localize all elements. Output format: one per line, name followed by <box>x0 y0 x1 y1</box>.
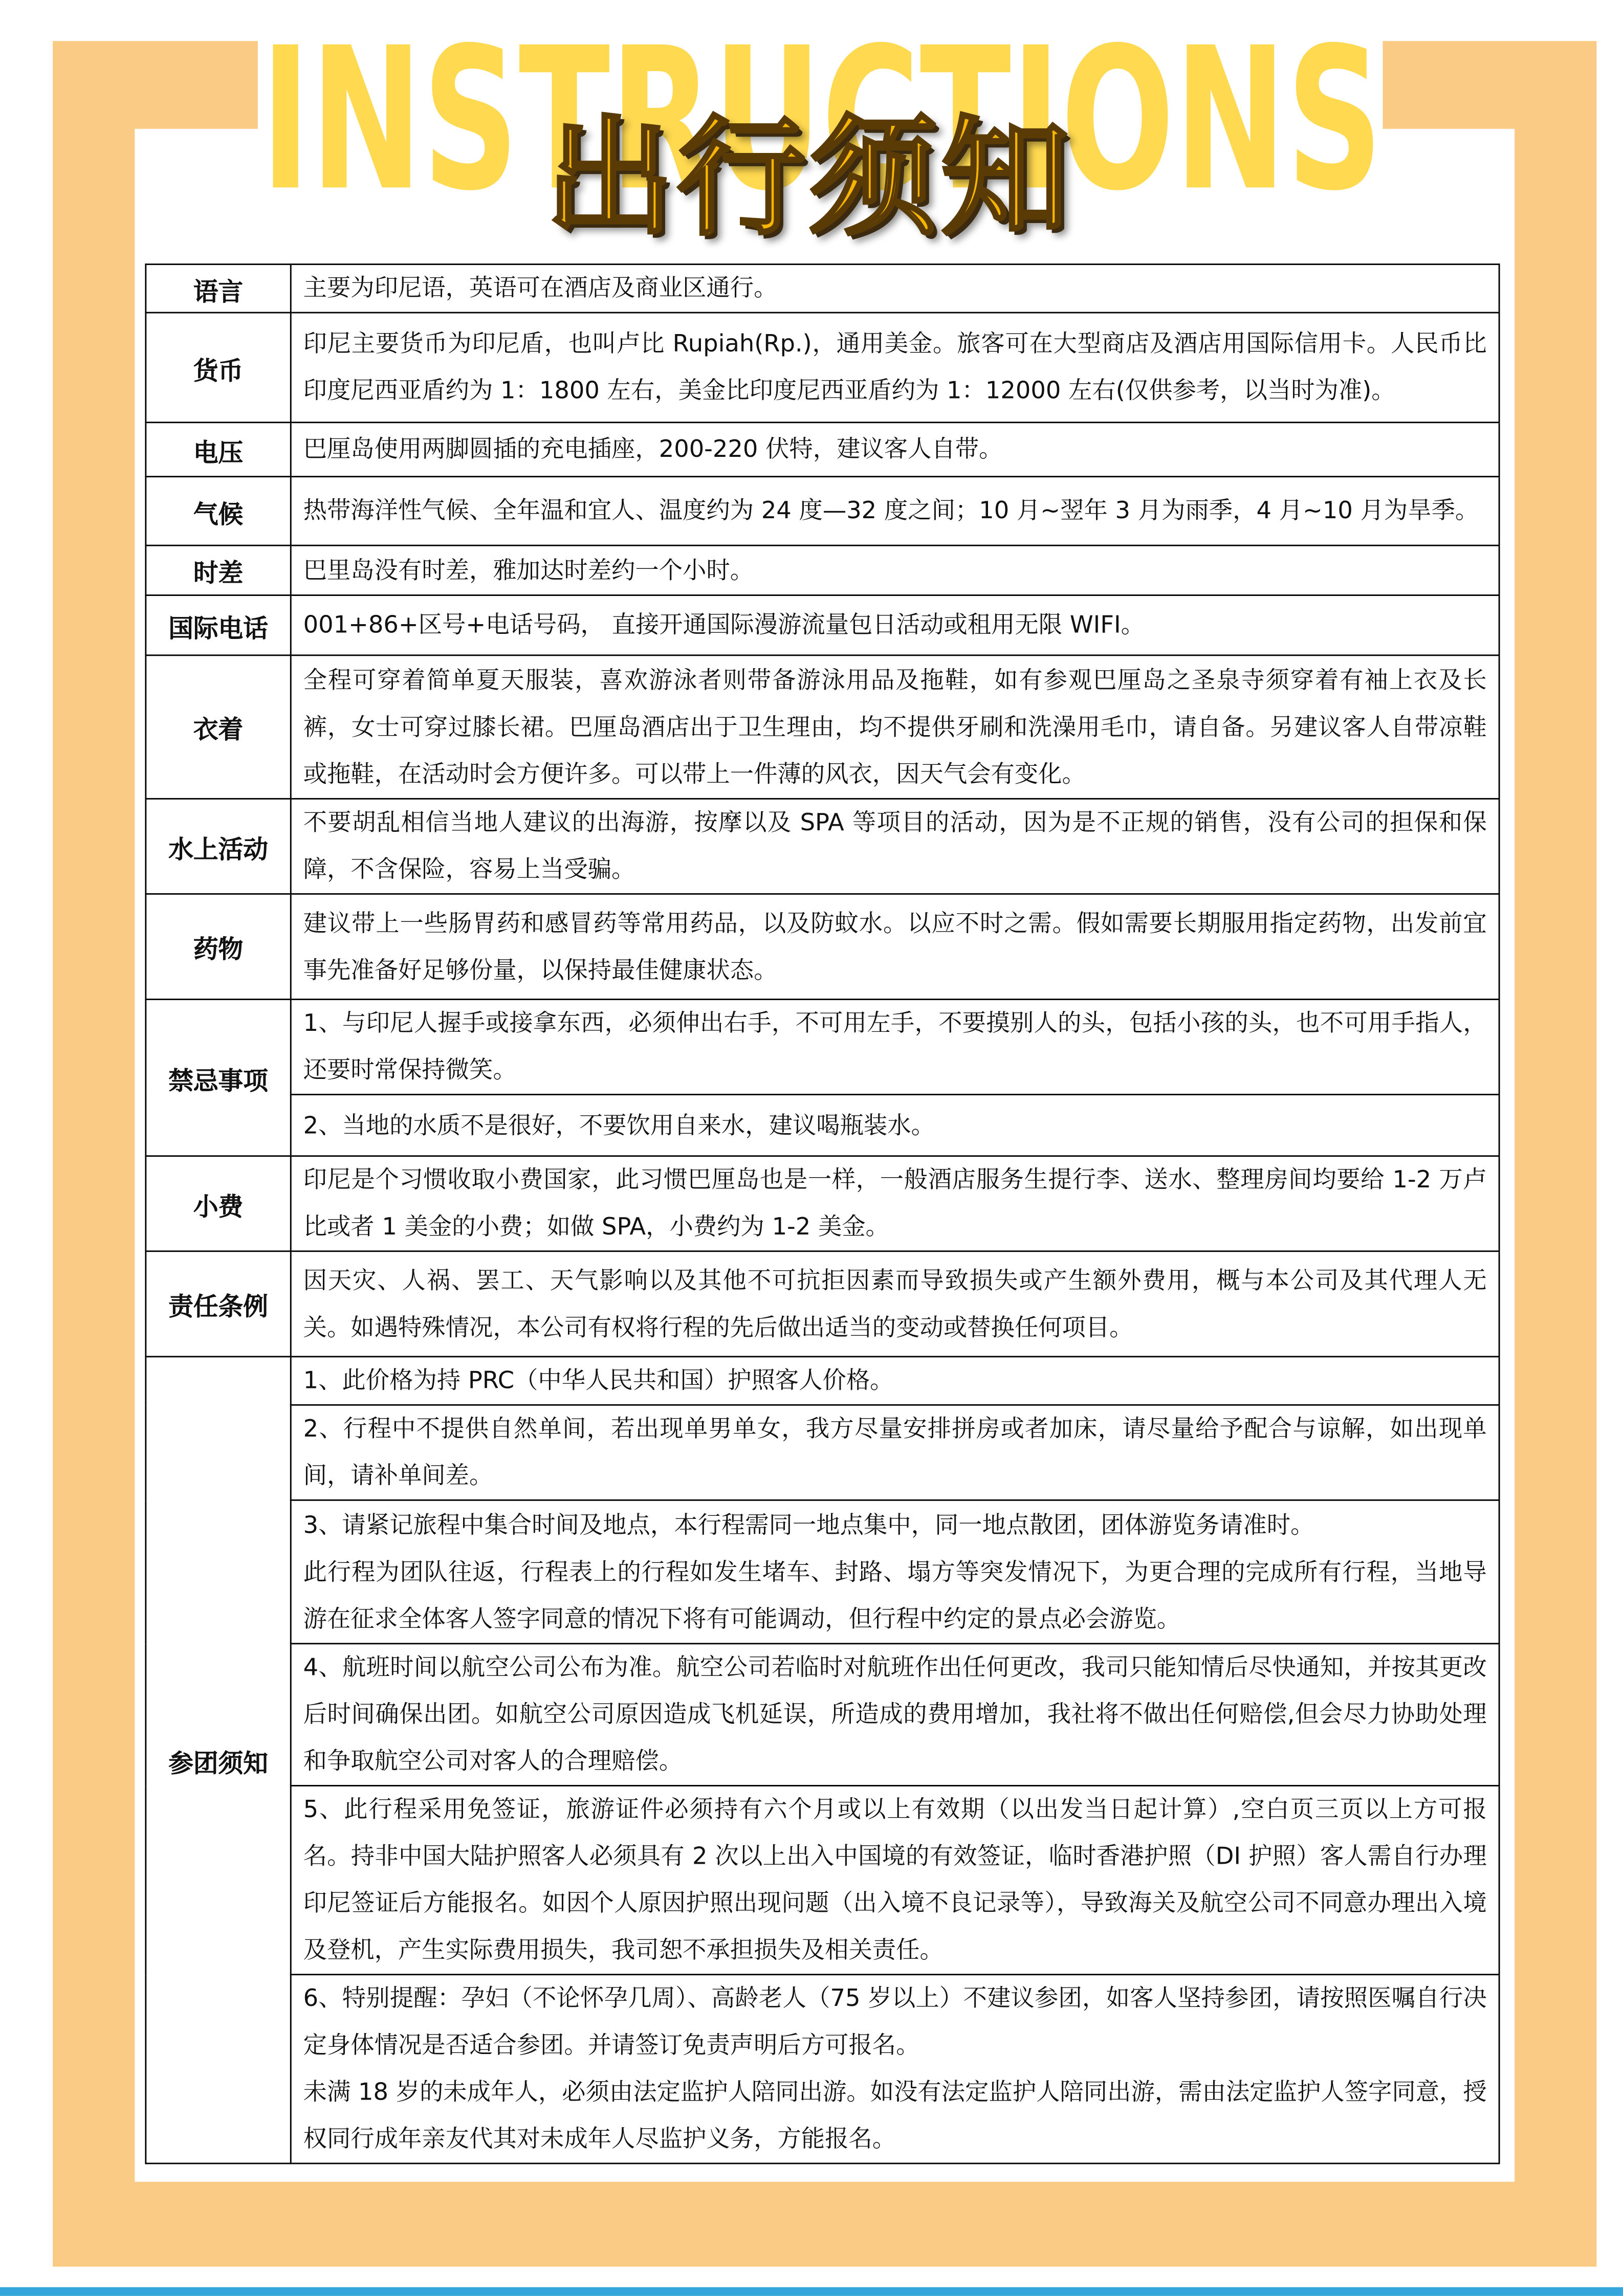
row-content: 热带海洋性气候、全年温和宜人、温度约为 24 度—32 度之间；10 月~翌年 3 月为雨季，4 月~10 月为旱季。 <box>291 477 1499 546</box>
row-label: 时差 <box>146 545 291 595</box>
row-clothing <box>146 655 1499 799</box>
row-content: 1、与印尼人握手或接拿东西，必须伸出右手，不可用左手，不要摸别人的头，包括小孩的头，也不可用手指人，还要时常保持微笑。 <box>291 999 1499 1094</box>
row-group-notes-3 <box>146 1500 1499 1643</box>
row-label: 货币 <box>146 313 291 423</box>
row-water-activities <box>146 799 1499 894</box>
row-group-notes-2 <box>146 1405 1499 1500</box>
row-content: 因天灾、人祸、罢工、天气影响以及其他不可抗拒因素而导致损失或产生额外费用，概与本公司及其代理人无关。如遇特殊情况，本公司有权将行程的先后做出适当的变动或替换任何项目。 <box>291 1251 1499 1357</box>
row-label: 参团须知 <box>146 1357 291 2163</box>
note-paragraph: 4、航班时间以航空公司公布为准。航空公司若临时对航班作出任何更改，我司只能知情后尽快通知，并按其更改后时间确保出团。如航空公司原因造成飞机延误，所造成的费用增加，我社将不做出任何赔偿,但会尽力协助处理和争取航空公司对客人的合理赔偿。 <box>303 1653 1487 1775</box>
title-english-text: INSTRUCTIONS <box>260 32 1383 208</box>
row-taboos-1 <box>146 999 1499 1094</box>
row-content: 不要胡乱相信当地人建议的出海游，按摩以及 SPA 等项目的活动，因为是不正规的销售，没有公司的担保和保障，不含保险，容易上当受骗。 <box>291 799 1499 894</box>
row-climate <box>146 477 1499 546</box>
instructions-table <box>145 263 1500 2164</box>
row-liability <box>146 1251 1499 1357</box>
row-content: 2、当地的水质不是很好，不要饮用自来水，建议喝瓶装水。 <box>291 1094 1499 1156</box>
row-international-call <box>146 595 1499 655</box>
note-paragraph: 1、此价格为持 PRC（中华人民共和国）护照客人价格。 <box>303 1366 894 1394</box>
bottom-accent-line <box>0 2287 1623 2296</box>
row-label: 小费 <box>146 1156 291 1251</box>
row-content: 001+86+区号+电话号码， 直接开通国际漫游流量包日活动或租用无限 WIFI。 <box>291 595 1499 655</box>
note-paragraph: 此行程为团队往返，行程表上的行程如发生堵车、封路、塌方等突发情况下，为更合理的完成所有行程，当地导游在征求全体客人签字同意的情况下将有可能调动，但行程中约定的景点必会游览。 <box>303 1557 1487 1632</box>
row-tips <box>146 1156 1499 1251</box>
title-chinese: 出行须知 <box>544 102 1072 254</box>
row-content: 印尼主要货币为印尼盾，也叫卢比 Rupiah(Rp.)，通用美金。旅客可在大型商店及酒店用国际信用卡。人民币比印度尼西亚盾约为 1：1800 左右，美金比印度尼西亚盾约为 1：12000 左右(仅供参考，以当时为准)。 <box>291 313 1499 423</box>
row-language <box>146 264 1499 313</box>
row-label: 药物 <box>146 894 291 999</box>
row-group-notes-4 <box>146 1644 1499 1786</box>
note-paragraph: 2、行程中不提供自然单间，若出现单男单女，我方尽量安排拼房或者加床，请尽量给予配合与谅解，如出现单间，请补单间差。 <box>303 1414 1487 1489</box>
row-content: 建议带上一些肠胃药和感冒药等常用药品，以及防蚊水。以应不时之需。假如需要长期服用指定药物，出发前宜事先准备好足够份量，以保持最佳健康状态。 <box>291 894 1499 999</box>
row-content <box>291 1500 1499 1643</box>
row-content: 巴厘岛使用两脚圆插的充电插座，200-220 伏特，建议客人自带。 <box>291 423 1499 477</box>
row-content <box>291 1975 1499 2163</box>
row-label: 责任条例 <box>146 1251 291 1357</box>
note-paragraph: 6、特别提醒：孕妇（不论怀孕几周）、高龄老人（75 岁以上）不建议参团，如客人坚持参团，请按照医嘱自行决定身体情况是否适合参团。并请签订免责声明后方可报名。 <box>303 1984 1487 2059</box>
row-content <box>291 1785 1499 1974</box>
row-label: 衣着 <box>146 655 291 799</box>
row-content: 全程可穿着简单夏天服装，喜欢游泳者则带备游泳用品及拖鞋，如有参观巴厘岛之圣泉寺须穿着有袖上衣及长裤，女士可穿过膝长裙。巴厘岛酒店出于卫生理由，均不提供牙刷和洗澡用毛巾，请自备。另建议客人自带凉鞋或拖鞋，在活动时会方便许多。可以带上一件薄的风衣，因天气会有变化。 <box>291 655 1499 799</box>
row-group-notes-1 <box>146 1357 1499 1405</box>
row-currency <box>146 313 1499 423</box>
row-label: 电压 <box>146 423 291 477</box>
row-content <box>291 1405 1499 1500</box>
row-content: 巴里岛没有时差，雅加达时差约一个小时。 <box>291 545 1499 595</box>
row-label: 国际电话 <box>146 595 291 655</box>
row-time-difference <box>146 545 1499 595</box>
note-paragraph: 5、此行程采用免签证，旅游证件必须持有六个月或以上有效期（以出发当日起计算）,空白页三页以上方可报名。持非中国大陆护照客人必须具有 2 次以上出入中国境的有效签证，临时香港护照（DI 护照）客人需自行办理印尼签证后方能报名。如因个人原因护照出现问题（出入境不良记录等），导致海关及航空公司不同意办理出入境及登机，产生实际费用损失，我司恕不承担损失及相关责任。 <box>303 1795 1487 1964</box>
row-content <box>291 1357 1499 1405</box>
row-label: 禁忌事项 <box>146 999 291 1156</box>
row-content: 印尼是个习惯收取小费国家，此习惯巴厘岛也是一样，一般酒店服务生提行李、送水、整理房间均要给 1-2 万卢比或者 1 美金的小费；如做 SPA，小费约为 1-2 美金。 <box>291 1156 1499 1251</box>
row-group-notes-5 <box>146 1785 1499 1974</box>
row-taboos-2 <box>146 1094 1499 1156</box>
row-content: 主要为印尼语，英语可在酒店及商业区通行。 <box>291 264 1499 313</box>
row-content <box>291 1644 1499 1786</box>
row-medicine <box>146 894 1499 999</box>
row-label: 语言 <box>146 264 291 313</box>
note-paragraph: 3、请紧记旅程中集合时间及地点，本行程需同一地点集中，同一地点散团，团体游览务请准时。 <box>303 1510 1314 1538</box>
row-label: 气候 <box>146 477 291 546</box>
note-paragraph: 未满 18 岁的未成年人，必须由法定监护人陪同出游。如没有法定监护人陪同出游，需由法定监护人签字同意，授权同行成年亲友代其对未成年人尽监护义务，方能报名。 <box>303 2078 1487 2153</box>
row-label: 水上活动 <box>146 799 291 894</box>
row-group-notes-6 <box>146 1975 1499 2163</box>
row-voltage <box>146 423 1499 477</box>
